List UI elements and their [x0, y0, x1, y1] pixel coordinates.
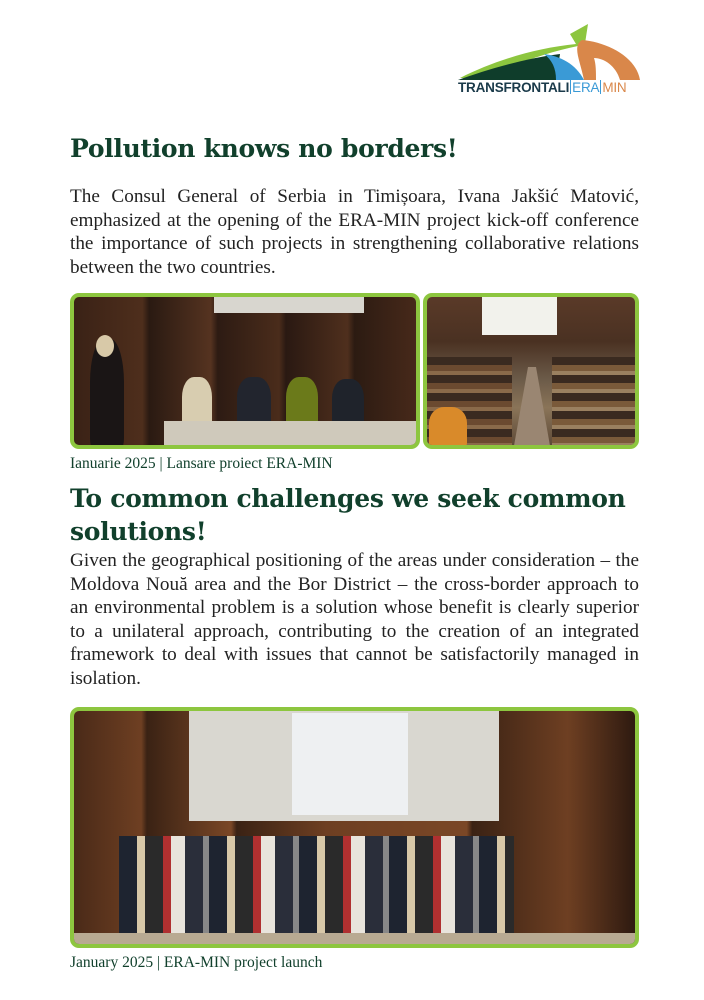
speaker-head: [96, 335, 114, 357]
section2-body: Given the geographical positioning of the areas under consideration – the Moldova Nouă area and the Bor District – the cross-border approach to an environmental problem is a solution whose benefit is clearly superior to a unilateral approach, contributing to the creation of an integrated framework to deal with issues that cannot be satisfactorily managed in isolation.: [70, 550, 639, 689]
section2-caption: January 2025 | ERA-MIN project launch: [70, 954, 323, 971]
photo-panel-speakers: [70, 293, 420, 449]
section1-caption: Ianuarie 2025 | Lansare proiect ERA-MIN: [70, 455, 333, 472]
logo-text-min: MIN: [602, 80, 627, 95]
audience-right: [552, 357, 639, 449]
section1-title: Pollution knows no borders!: [70, 134, 458, 163]
photo-audience: [423, 293, 639, 449]
section1-body: The Consul General of Serbia in Timișoara, Ivana Jakšić Matović, emphasized at the opening of the ERA-MIN project kick-off conference the importance of such projects in strengthening collaborative relations between the two countries.: [70, 186, 639, 278]
projection-screen: [482, 297, 557, 335]
photo-group: [70, 707, 639, 948]
logo-text-transfrontali: TRANSFRONTALI: [458, 80, 570, 95]
projection-screen: [214, 297, 364, 313]
aisle: [512, 367, 552, 449]
panel-table: [164, 421, 420, 449]
projected-slide: [292, 713, 408, 815]
group-of-people: [119, 836, 514, 948]
logo-text-era: ERA: [572, 80, 600, 95]
logo-graphic: [456, 20, 644, 82]
panelist-figure: [237, 377, 271, 427]
logo-separator: [570, 80, 571, 94]
stage-floor: [74, 933, 635, 948]
panelist-figure: [332, 379, 364, 427]
attendee-figure: [429, 407, 467, 447]
section2-title: To common challenges we seek common solutions!: [70, 484, 626, 546]
logo-wordmark: [458, 80, 626, 95]
panelist-figure: [182, 377, 212, 427]
panelist-figure: [286, 377, 318, 427]
transfrontalieramin-logo: [456, 20, 644, 102]
